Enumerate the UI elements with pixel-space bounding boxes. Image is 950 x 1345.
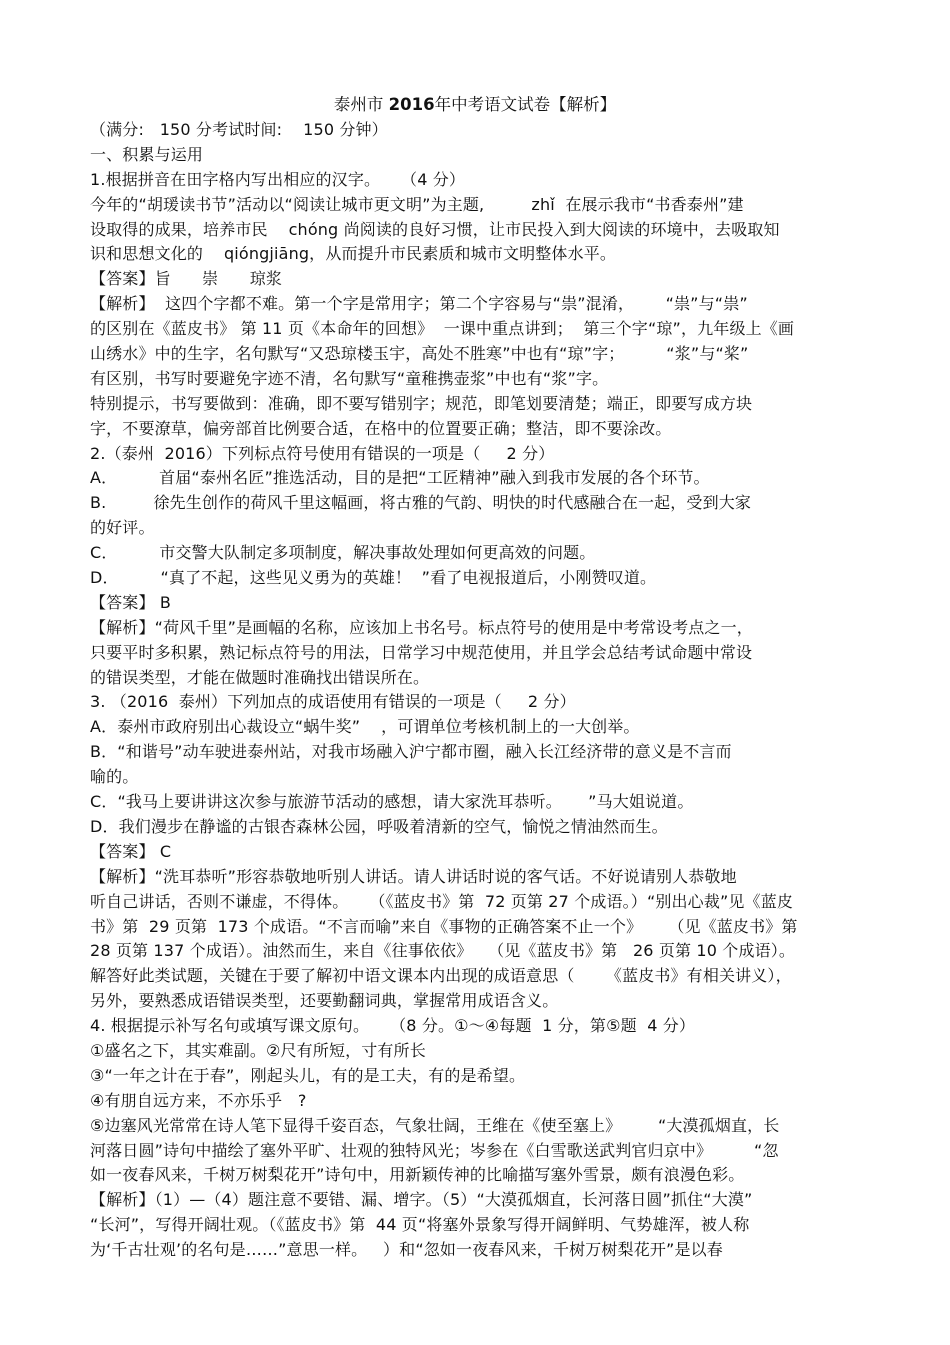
text-line: 2.（泰州 2016）下列标点符号使用有错误的一项是（ 2 分） (90, 443, 555, 463)
text-line: 【解析】“洗耳恭听”形容恭敬地听别人讲话。请人讲话时说的客气话。不好说请别人恭敬地 (90, 866, 737, 886)
text-line: D． “真了不起，这些见义勇为的英雄！ ”看了电视报道后，小刚赞叹道。 (90, 568, 657, 588)
text-line: 喻的。 (90, 767, 139, 787)
text-line: 今年的“胡瑗读书节”活动以“阅读让城市更文明”为主题, zhǐ 在展示我市“书香泰州”建 (90, 194, 744, 214)
text-line: “长河”，写得开阔壮观。（《蓝皮书》第 44 页“将塞外景象写得开阔鲜明、气势雄浑，被人称 (90, 1215, 750, 1235)
text-line: 河落日圆”诗句中描绘了塞外平旷、壮观的独特风光；岑参在《白雪歌送武判官归京中》 “忽 (90, 1140, 779, 1160)
text-line: C． 市交警大队制定多项制度，解决事故处理如何更高效的问题。 (90, 543, 596, 563)
text-line: 识和思想文化的 qióngjiāng，从而提升市民素质和城市文明整体水平。 (90, 244, 617, 264)
text-line: 【解析】（1）—（4）题注意不要错、漏、增字。（5）“大漠孤烟直，长河落日圆”抓住“大漠” (90, 1190, 753, 1210)
text-line: B. 徐先生创作的荷风千里这幅画，将古雅的气韵、明快的时代感融合在一起，受到大家 (90, 493, 752, 513)
text-line: 的好评。 (90, 518, 155, 538)
text-line: 只要平时多积累，熟记标点符号的用法，日常学习中规范使用，并且学会总结考试命题中常设 (90, 642, 753, 662)
text-line: B．“和谐号”动车驶进泰州站，对我市场融入沪宁都市圈，融入长江经济带的意义是不言而 (90, 742, 732, 762)
text-line: ①盛名之下，其实难副。②尺有所短，寸有所长 (90, 1040, 426, 1060)
text-line: 特别提示，书写要做到：准确，即不要写错别字；规范，即笔划要清楚；端正，即要写成方块 (90, 393, 753, 413)
text-line: ③“一年之计在于春”，刚起头儿，有的是工夫，有的是希望。 (90, 1065, 526, 1085)
text-line: C．“我马上要讲讲这次参与旅游节活动的感想，请大家洗耳恭听。 ”马大姐说道。 (90, 792, 694, 812)
text-line: A．泰州市政府别出心裁设立“蜗牛奖” ，可谓单位考核机制上的一大创举。 (90, 717, 640, 737)
text-line: A． 首届“泰州名匠”推选活动，目的是把“工匠精神”融入到我市发展的各个环节。 (90, 468, 710, 488)
text-line: 4. 根据提示补写名句或填写课文原句。 （8 分。①～④每题 1 分，第⑤题 4 分） (90, 1016, 696, 1036)
title-suffix: 年中考语文试卷【解析】 (434, 95, 617, 114)
text-line: 【答案】 B (90, 592, 171, 612)
text-line: 另外，要熟悉成语错误类型，还要勤翻词典，掌握常用成语含义。 (90, 991, 559, 1011)
text-line: 为‘千古壮观’的名句是……”意思一样。 ）和“忽如一夜春风来，千树万树梨花开”是以春 (90, 1240, 723, 1260)
text-line: 一、积累与运用 (90, 144, 204, 164)
text-line: 的错误类型，才能在做题时准确找出错误所在。 (90, 667, 430, 687)
text-line: 听自己讲话，否则不谦虚，不得体。 （《蓝皮书》第 72 页第 27 个成语。）“别出心裁”见《蓝皮 (90, 891, 794, 911)
text-line: 山绣水》中的生字，名句默写“又恐琼楼玉宇，高处不胜寒”中也有“琼”字； “浆”与“桨” (90, 344, 749, 364)
text-line: 【答案】 C (90, 841, 172, 861)
text-line: ⑤边塞风光常常在诗人笔下显得千姿百态，气象壮阔，王维在《使至塞上》 “大漠孤烟直，长 (90, 1115, 780, 1135)
title-prefix: 泰州市 (333, 95, 389, 114)
text-line: 有区别，书写时要避免字迹不清，名句默写“童稚携壶浆”中也有“浆”字。 (90, 368, 609, 388)
text-line: 设取得的成果，培养市民 chóng 尚阅读的良好习惯，让市民投入到大阅读的环境中，去吸取知 (90, 219, 780, 239)
text-line: （满分: 150 分考试时间: 150 分钟） (90, 120, 388, 139)
text-line: 【解析】 这四个字都不难。第一个字是常用字；第二个字容易与“祟”混淆， “祟”与“祟” (90, 294, 748, 314)
document-body (90, 118, 870, 1263)
text-line: D．我们漫步在静谧的古银杏森林公园，呼吸着清新的空气，愉悦之情油然而生。 (90, 816, 668, 836)
text-line: ④有朋自远方来，不亦乐乎 ? (90, 1090, 307, 1110)
text-line: 3. （2016 泰州）下列加点的成语使用有错误的一项是（ 2 分） (90, 692, 576, 712)
text-line: 28 页第 137 个成语）。油然而生，来自《往事依依》 （见《蓝皮书》第 26 页第 10 个成语）。 (90, 941, 796, 961)
text-line: 书》第 29 页第 173 个成语。“不言而喻”来自《事物的正确答案不止一个》 （见《蓝皮书》第 (90, 916, 798, 936)
text-line: 【解析】“荷风千里”是画幅的名称，应该加上书名号。标点符号的使用是中考常设考点之一， (90, 617, 753, 637)
text-line: 的区别在《蓝皮书》 第 11 页《本命年的回想》 一课中重点讲到； 第三个字“琼”，九年级上《画 (90, 319, 795, 339)
page-title (0, 92, 950, 118)
title-year: 2016 (388, 95, 435, 114)
text-line: 【答案】旨 崇 琼浆 (90, 269, 283, 289)
text-line: 1.根据拼音在田字格内写出相应的汉字。 （4 分） (90, 169, 466, 189)
text-line: 如一夜春风来，千树万树梨花开”诗句中，用新颖传神的比喻描写塞外雪景，颇有浪漫色彩。 (90, 1165, 745, 1185)
text-line: 字，不要潦草，偏旁部首比例要合适，在格中的位置要正确；整洁，即不要涂改。 (90, 418, 672, 438)
text-line: 解答好此类试题，关键在于要了解初中语文课本内出现的成语意思（ 《蓝皮书》有相关讲义）， (90, 966, 792, 986)
